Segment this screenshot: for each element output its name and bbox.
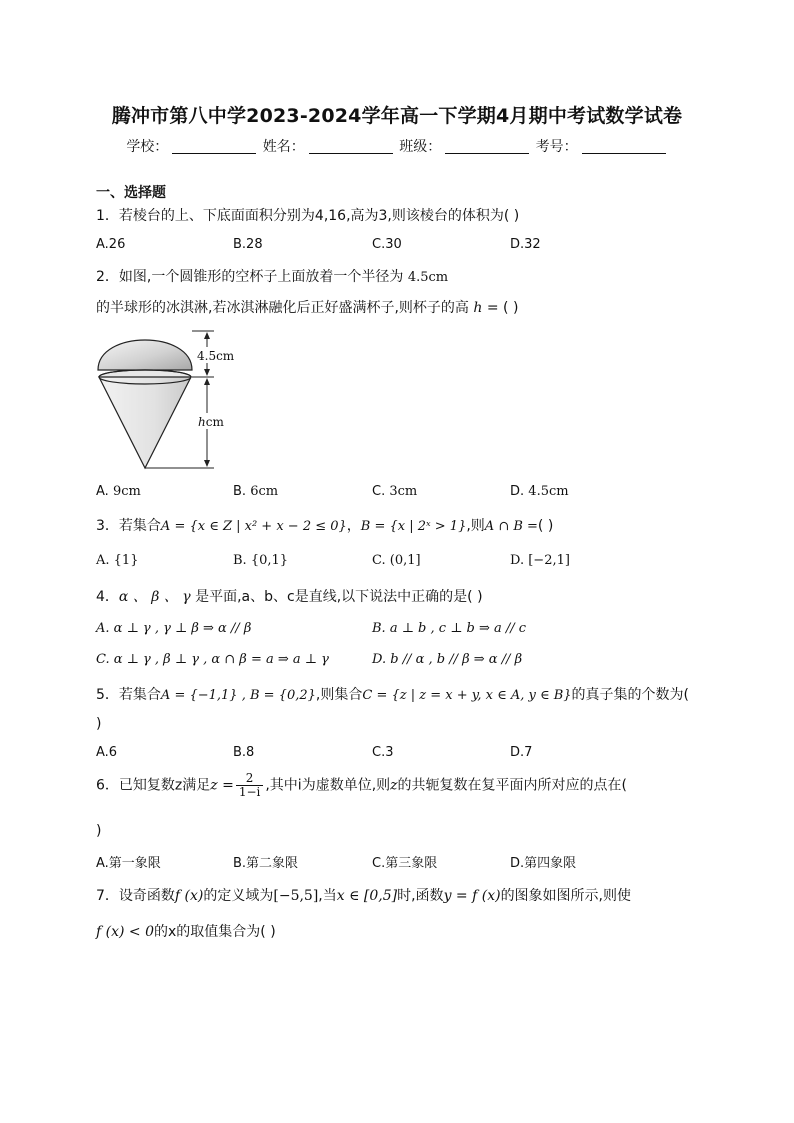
name-label: 姓名：	[262, 139, 305, 155]
q1-option-a: A.26	[96, 237, 126, 252]
q5-stem-text2: ,则集合	[315, 687, 363, 703]
q2-option-d-label: D.	[510, 484, 525, 499]
question-2-stem-line2: 的半球形的冰淇淋,若冰淇淋融化后正好盛满杯子,则杯子的高 h = ( )	[96, 300, 519, 316]
q4-planes: α 、 β 、 γ	[118, 589, 191, 605]
q2-option-c-value: 3cm	[389, 484, 418, 499]
q3-end: ( )	[537, 518, 554, 534]
fig-label-cm: cm	[205, 415, 224, 429]
q6-option-d: D.第四象限	[510, 856, 577, 871]
q7-domain: [−5,5]	[273, 888, 319, 904]
q2-option-d	[510, 484, 569, 499]
q2-option-b	[233, 484, 278, 499]
q4-number: 4．	[96, 589, 119, 605]
q1-option-b: B.28	[233, 237, 263, 252]
q3-option-a: A. {1}	[96, 553, 139, 568]
q5-stem-text1: 5．若集合	[96, 687, 161, 703]
q2-option-a-value: 9cm	[112, 484, 141, 499]
q2-option-a	[96, 484, 141, 499]
q3-option-b: B. {0,1}	[233, 553, 289, 568]
question-7-stem-line2	[96, 921, 276, 941]
q4-option-c: C. α ⊥ γ , β ⊥ γ , α ∩ β = a ⇒ a ⊥ γ	[96, 652, 329, 667]
q7-function: y = f (x)	[443, 888, 501, 904]
q3-tail: ,则	[466, 518, 485, 534]
q7-stem-text3: ,当	[318, 888, 337, 904]
number-blank[interactable]	[582, 139, 666, 154]
school-label: 学校：	[126, 139, 169, 155]
q2-option-c-label: C.	[372, 484, 386, 499]
q7-stem-text4: 时,函数	[397, 888, 444, 904]
q6-z-var: z	[390, 777, 398, 794]
fig-label-h: h	[198, 415, 206, 429]
q5-set-c: C = {z | z = x + y, x ∈ A, y ∈ B}	[362, 688, 572, 703]
question-7-stem-line1	[96, 885, 631, 905]
q5-option-a: A.6	[96, 745, 118, 760]
q6-fraction-denominator: 1−i	[238, 785, 261, 800]
q2-option-a-label: A.	[96, 484, 109, 499]
q3-set-b: B = {x | 2ˣ > 1}	[360, 519, 467, 534]
q2-radius-value: 4.5cm	[407, 270, 449, 285]
q2-option-c	[372, 484, 417, 499]
q4-option-a: A. α ⊥ γ , γ ⊥ β ⇒ α // β	[96, 621, 252, 636]
q6-fraction	[236, 772, 264, 799]
q2-stem-text2: 的半球形的冰淇淋,若冰淇淋融化后正好盛满杯子,则杯子的高	[96, 300, 469, 316]
q2-stem-end: ( )	[503, 300, 519, 316]
q6-option-b: B.第二象限	[233, 856, 299, 871]
question-3-stem	[96, 515, 553, 535]
class-blank[interactable]	[445, 139, 529, 154]
q6-fraction-numerator: 2	[236, 772, 264, 786]
q3-separator: ，	[346, 518, 361, 534]
q7-inequality: f (x) < 0	[96, 924, 154, 940]
q5-sets-ab: A = {−1,1} , B = {0,2}	[160, 688, 316, 703]
q3-stem-text: 3．若集合	[96, 518, 161, 534]
q1-option-c: C.30	[372, 237, 402, 252]
q6-z-eq: z =	[210, 777, 234, 794]
q2-stem-text1: 2．如图,一个圆锥形的空杯子上面放着一个半径为	[96, 269, 404, 285]
q7-fx: f (x)	[174, 888, 204, 904]
q7-stem-text2: 的定义域为	[203, 888, 274, 904]
number-label: 考号：	[535, 139, 578, 155]
q6-stem-text1: 6．已知复数z满足	[96, 777, 211, 794]
q7-stem-text5: 的图象如图所示,则使	[500, 888, 632, 904]
question-1-stem: 1．若棱台的上、下底面面积分别为4,16,高为3,则该棱台的体积为( )	[96, 208, 520, 224]
q6-stem-text2: ,其中i为虚数单位,则	[265, 777, 391, 794]
q2-option-d-value: 4.5cm	[528, 484, 569, 499]
q7-stem-text1: 7．设奇函数	[96, 888, 175, 904]
q1-option-d: D.32	[510, 237, 541, 252]
q7-stem-text6: 的x的取值集合为( )	[154, 924, 276, 940]
cone-icecream-figure	[96, 327, 241, 471]
q2-option-b-value: 6cm	[250, 484, 279, 499]
class-label: 班级：	[399, 139, 442, 155]
cone-hemisphere-diagram	[96, 327, 241, 471]
question-6-stem-line1	[96, 772, 627, 799]
section-heading: 一、选择题	[96, 185, 166, 201]
q6-stem-text3: 的共轭复数在复平面内所对应的点在(	[397, 777, 628, 794]
q5-option-b: B.8	[233, 745, 255, 760]
question-5-stem-line1	[96, 684, 689, 704]
question-6-stem-line2: )	[96, 823, 102, 839]
q2-option-b-label: B.	[233, 484, 247, 499]
q3-option-c: C. (0,1]	[372, 553, 421, 568]
q4-stem-text: 是平面,a、b、c是直线,以下说法中正确的是( )	[195, 589, 483, 605]
q6-option-c: C.第三象限	[372, 856, 438, 871]
q4-option-d: D. b // α , b // β ⇒ α // β	[372, 652, 523, 667]
question-5-stem-line2: )	[96, 716, 102, 732]
q6-option-a: A.第一象限	[96, 856, 161, 871]
school-blank[interactable]	[172, 139, 256, 154]
q5-stem-text3: 的真子集的个数为(	[571, 687, 690, 703]
q3-option-d: D. [−2,1]	[510, 553, 570, 568]
q4-option-b: B. a ⊥ b , c ⊥ b ⇒ a // c	[372, 621, 527, 636]
name-blank[interactable]	[309, 139, 393, 154]
exam-title: 腾冲市第八中学2023-2024学年高一下学期4月期中考试数学试卷	[111, 105, 683, 127]
student-info-row	[0, 136, 794, 156]
q5-option-d: D.7	[510, 745, 533, 760]
q2-var-h: h	[473, 300, 483, 316]
question-4-stem	[96, 586, 483, 606]
q3-expression: A ∩ B =	[484, 519, 538, 534]
fig-label-height	[198, 415, 224, 429]
question-2-stem-line1	[96, 266, 448, 286]
fig-label-radius: 4.5cm	[197, 349, 235, 363]
q3-set-a: A = {x ∈ Z | x² + x − 2 ≤ 0}	[160, 519, 347, 534]
q5-option-c: C.3	[372, 745, 394, 760]
q7-condition: x ∈ [0,5]	[336, 888, 398, 904]
